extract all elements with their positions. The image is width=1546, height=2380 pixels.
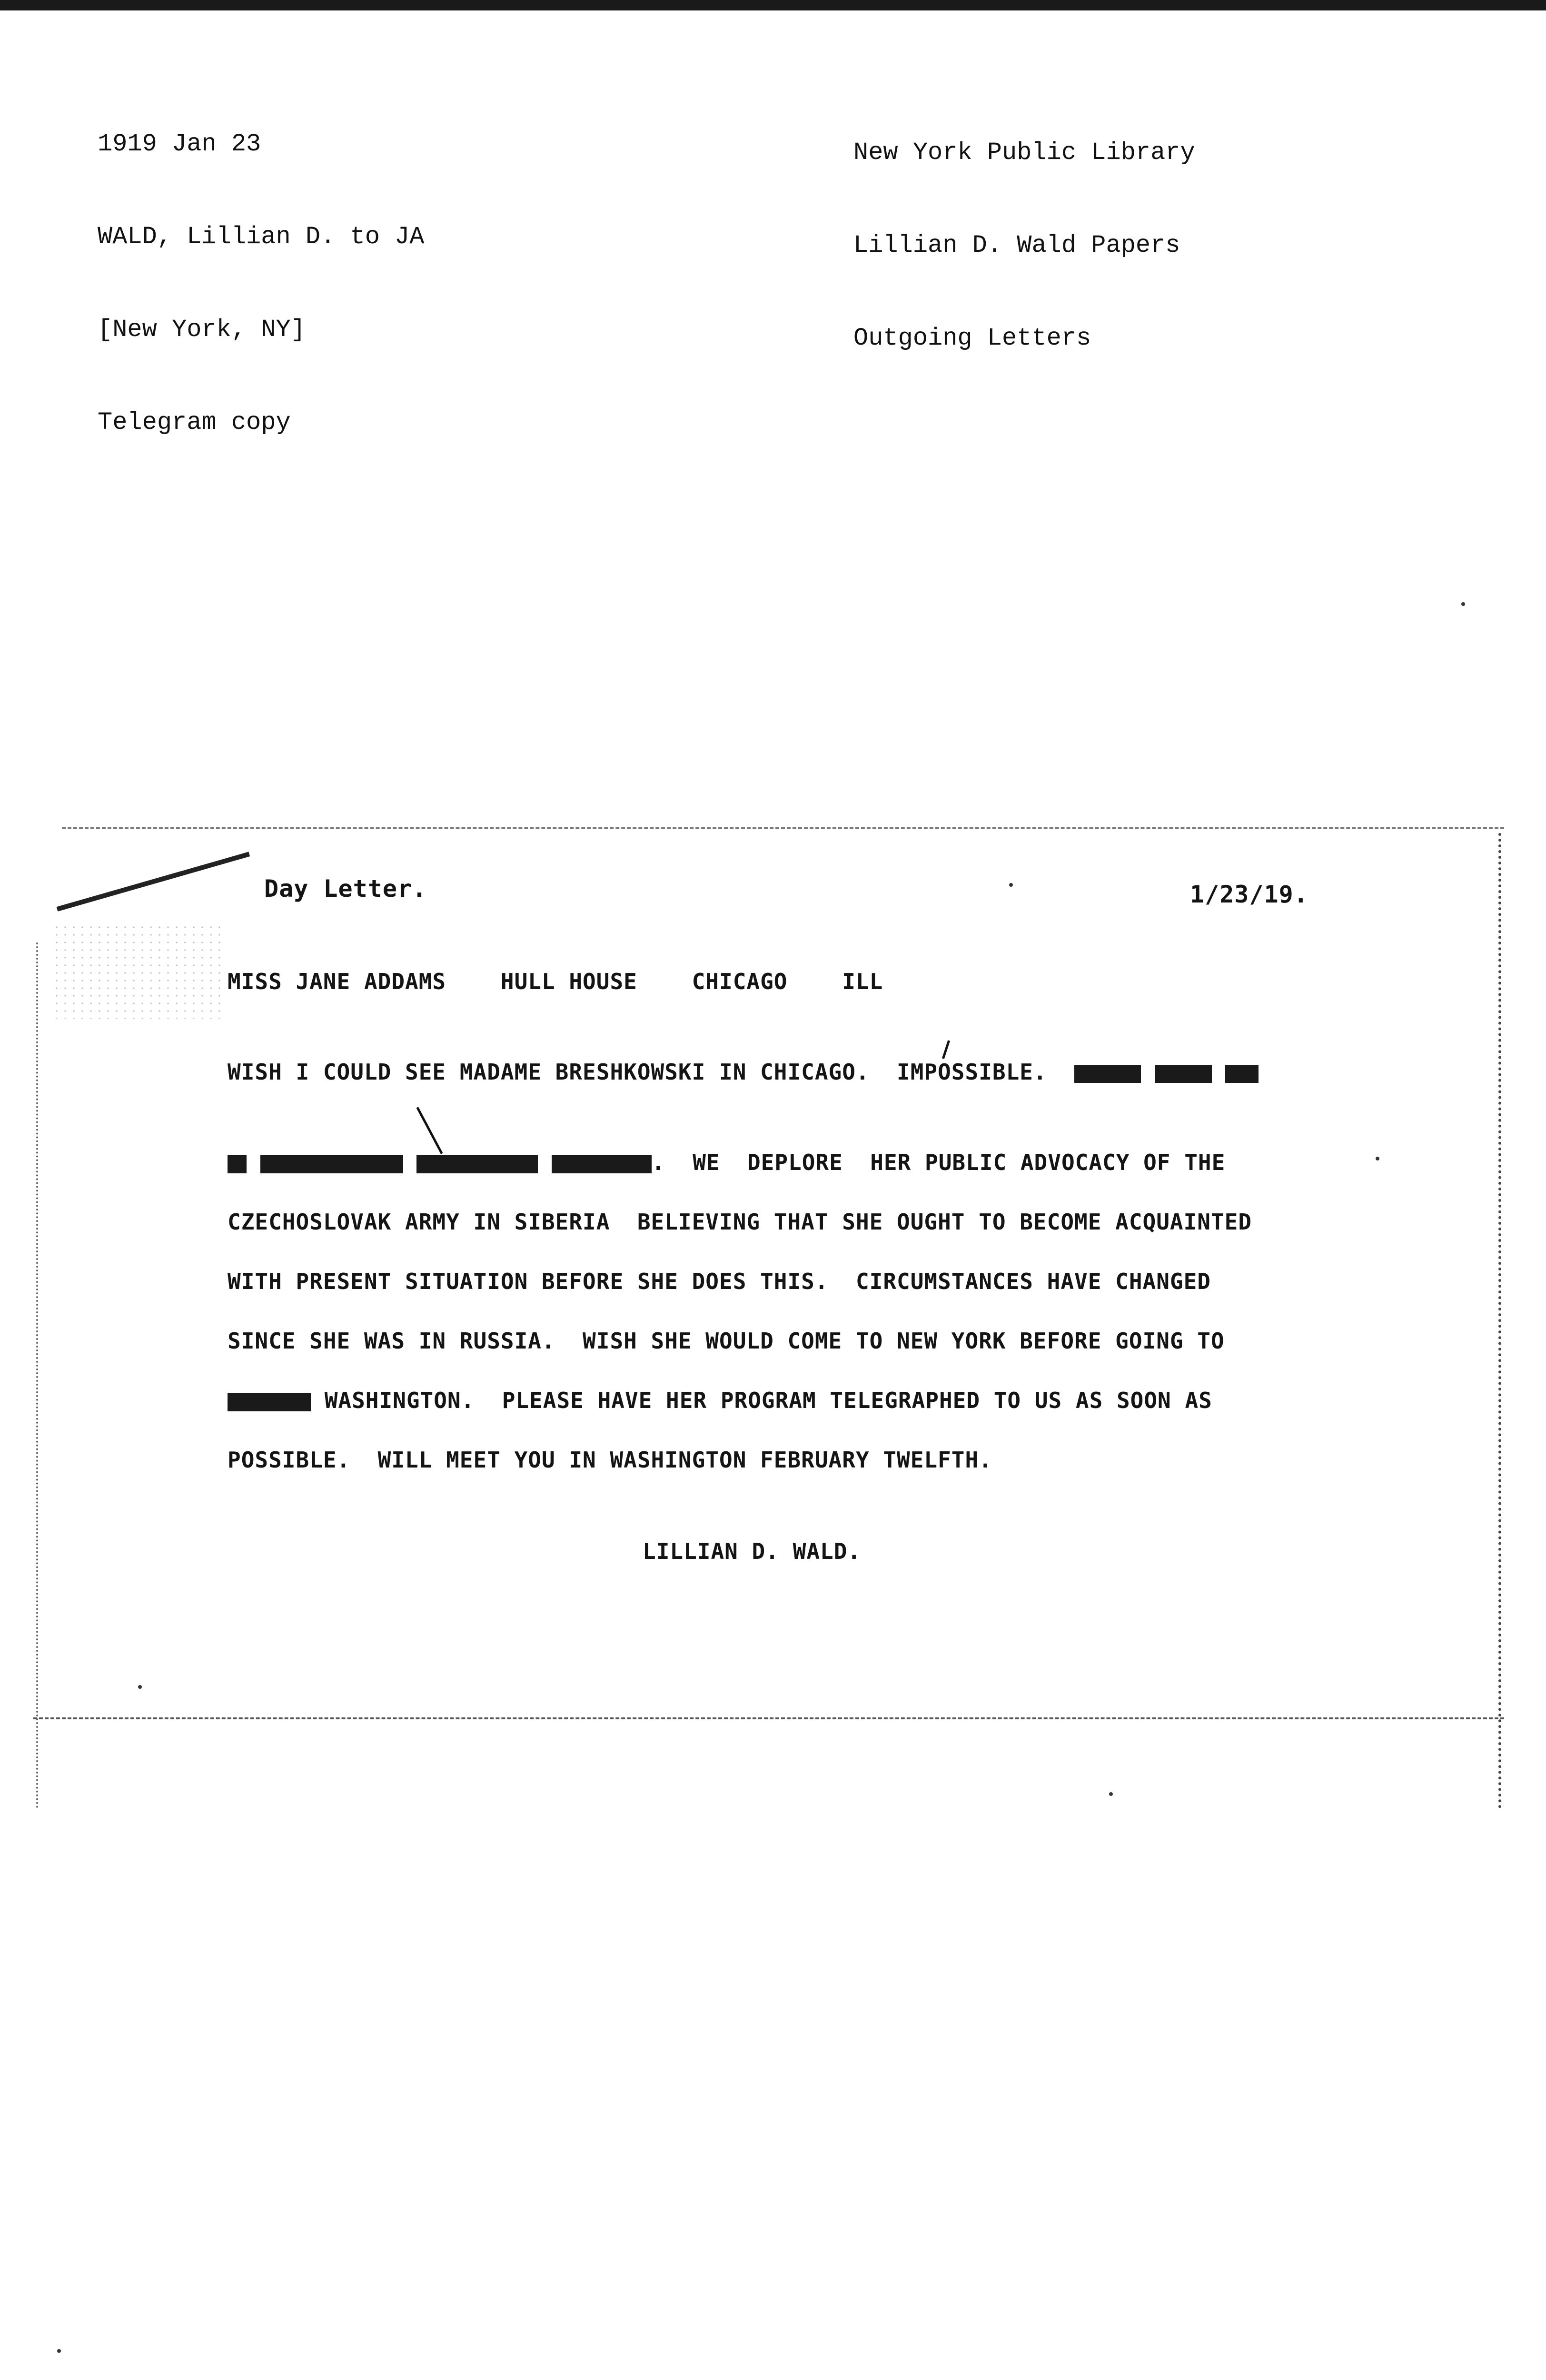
body-line-6-text: WASHINGTON. PLEASE HAVE HER PROGRAM TELEGRAPHED TO US AS SOON AS <box>311 1388 1212 1413</box>
telegram-address: MISS JANE ADDAMS HULL HOUSE CHICAGO ILL <box>228 969 883 994</box>
struck-out-text <box>416 1155 538 1173</box>
telegram-form-bottom-border <box>33 1717 1504 1719</box>
telegram-type-label: Day Letter. <box>264 875 427 902</box>
catalog-header-left <box>98 67 425 469</box>
handwritten-accent-mark <box>942 1040 950 1059</box>
catalog-repository: New York Public Library <box>853 139 1195 167</box>
telegram-form-right-border <box>1498 833 1501 1809</box>
telegram-body-line-1 <box>228 1059 1259 1085</box>
scan-dot <box>57 2349 61 2353</box>
struck-out-text <box>228 1393 311 1411</box>
struck-out-text <box>1155 1065 1212 1083</box>
catalog-collection: Lillian D. Wald Papers <box>853 231 1180 259</box>
scan-dot <box>138 1685 142 1689</box>
struck-out-text <box>260 1155 403 1173</box>
telegram-form-corner-mark <box>57 852 250 911</box>
scan-dot <box>1009 883 1013 887</box>
telegram-date: 1/23/19. <box>1190 881 1308 908</box>
struck-out-text <box>228 1155 247 1173</box>
struck-out-text <box>1074 1065 1141 1083</box>
catalog-date: 1919 Jan 23 <box>98 130 261 158</box>
scan-speckle <box>52 923 224 1019</box>
scan-dot <box>1376 1157 1379 1160</box>
catalog-series: Outgoing Letters <box>853 324 1091 352</box>
body-line-1-text: WISH I COULD SEE MADAME BRESHKOWSKI IN CHICAGO. IMPOSSIBLE. <box>228 1059 1075 1085</box>
scan-dot <box>1109 1792 1113 1796</box>
catalog-correspondents: WALD, Lillian D. to JA <box>98 223 425 251</box>
telegram-body-line-3: CZECHOSLOVAK ARMY IN SIBERIA BELIEVING THAT SHE OUGHT TO BECOME ACQUAINTED <box>228 1209 1252 1235</box>
struck-out-text <box>1225 1065 1259 1083</box>
telegram-body-line-5: SINCE SHE WAS IN RUSSIA. WISH SHE WOULD COME TO NEW YORK BEFORE GOING TO <box>228 1328 1225 1354</box>
catalog-place: [New York, NY] <box>98 316 306 344</box>
telegram-form-left-border <box>36 942 38 1809</box>
telegram-body-line-4: WITH PRESENT SITUATION BEFORE SHE DOES THIS. CIRCUMSTANCES HAVE CHANGED <box>228 1269 1211 1294</box>
struck-out-text <box>552 1155 652 1173</box>
catalog-format: Telegram copy <box>98 408 291 436</box>
telegram-body-line-6 <box>228 1388 1212 1413</box>
telegram-body-line-2 <box>228 1150 1225 1175</box>
telegram-signature: LILLIAN D. WALD. <box>643 1538 862 1564</box>
catalog-header-right <box>853 75 1195 385</box>
body-line-2-text: . WE DEPLORE HER PUBLIC ADVOCACY OF THE <box>652 1150 1226 1175</box>
telegram-body-line-7: POSSIBLE. WILL MEET YOU IN WASHINGTON FEBRUARY TWELFTH. <box>228 1447 992 1473</box>
handwritten-slash-mark <box>416 1107 443 1154</box>
scan-edge-top <box>0 0 1546 10</box>
telegram-form-top-border <box>62 827 1504 829</box>
scan-dot <box>1461 602 1465 606</box>
